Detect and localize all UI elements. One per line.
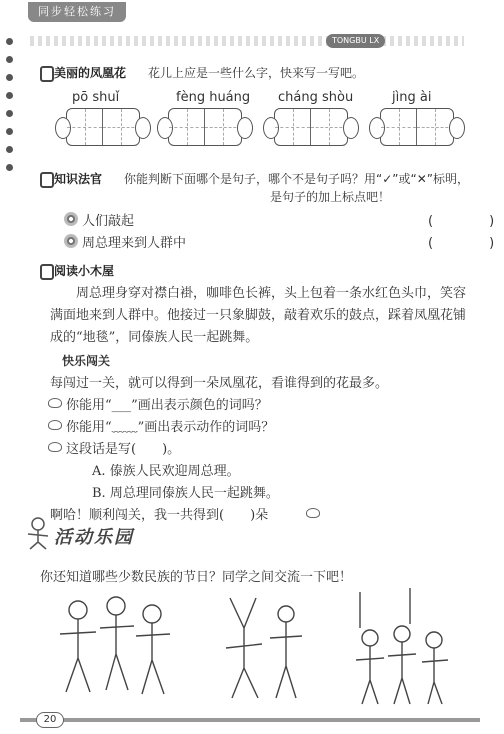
pinyin-2: fèng huáng bbox=[176, 90, 251, 105]
cloud-icon bbox=[48, 398, 62, 408]
cloud-icon bbox=[48, 420, 62, 430]
cloud-icon bbox=[306, 508, 320, 518]
writing-box-2[interactable] bbox=[168, 108, 242, 146]
section1-instruction: 花儿上应是一些什么字，快来写一写吧。 bbox=[148, 66, 365, 80]
writing-box-1[interactable] bbox=[66, 108, 140, 146]
header-band bbox=[30, 36, 464, 46]
question-3: 这段话是写( )。 bbox=[66, 442, 181, 457]
header-sub-label: TONGBU LX bbox=[326, 34, 385, 48]
section2-instruction-1: 你能判断下面哪个是句子，哪个不是句子吗？用“✓”或“✕”标明， bbox=[124, 172, 469, 186]
writing-box-4[interactable] bbox=[380, 108, 454, 146]
section2-instruction-2: 是句子的加上标点吧！ bbox=[270, 190, 391, 204]
question-2: 你能用“﹏﹏”画出表示动作的词吗？ bbox=[66, 420, 275, 435]
section-tag-reading-cabin: 阅读小木屋 bbox=[40, 262, 114, 279]
answer-paren-2[interactable]: ( ) bbox=[428, 236, 504, 251]
section-tag-phoenix-flower: 美丽的凤凰花 bbox=[40, 64, 126, 81]
option-b: B. 周总理同傣族人民一起跳舞。 bbox=[92, 486, 279, 501]
reading-passage: 周总理身穿对襟白褂，咖啡色长裤，头上包着一条水红色头巾，笑容满面地来到人群中。他接过一只象脚鼓，敲着欢乐的鼓点，踩着凤凰花铺成的“地毯”，同傣族人民一起跳舞。 bbox=[50, 286, 467, 345]
happy-challenge-subtitle: 快乐闯关 bbox=[62, 354, 111, 368]
pinyin-1: pō shuǐ bbox=[72, 90, 120, 105]
judge-sentence-2: 周总理来到人群中 bbox=[82, 236, 187, 251]
option-a: A. 傣族人民欢迎周总理。 bbox=[92, 464, 240, 479]
question-1: 你能用“___”画出表示颜色的词吗？ bbox=[66, 398, 268, 413]
answer-paren-1[interactable]: ( ) bbox=[428, 214, 504, 229]
result-line: 啊哈！顺利闯关，我一共得到( )朵 bbox=[50, 508, 269, 523]
writing-box-3[interactable] bbox=[274, 108, 348, 146]
page-number: 20 bbox=[36, 712, 64, 728]
dancer-icon bbox=[24, 516, 54, 550]
flower-icon bbox=[64, 212, 78, 226]
pinyin-3: cháng shòu bbox=[278, 90, 354, 105]
activity-title: 活动乐园 bbox=[54, 527, 134, 548]
challenge-intro: 每闯过一关，就可以得到一朵凤凰花，看谁得到的花最多。 bbox=[50, 376, 389, 391]
header-tab: 同步轻松练习 bbox=[28, 2, 126, 22]
judge-sentence-1: 人们敲起 bbox=[82, 214, 135, 229]
pinyin-4: jìng ài bbox=[392, 90, 432, 105]
festival-illustration bbox=[30, 588, 460, 708]
activity-prompt: 你还知道哪些少数民族的节日？同学之间交流一下吧！ bbox=[40, 570, 353, 585]
footer-line bbox=[20, 718, 480, 722]
section-tag-knowledge-judge: 知识法官 bbox=[40, 170, 102, 187]
cloud-icon bbox=[48, 442, 62, 452]
flower-icon bbox=[64, 234, 78, 248]
